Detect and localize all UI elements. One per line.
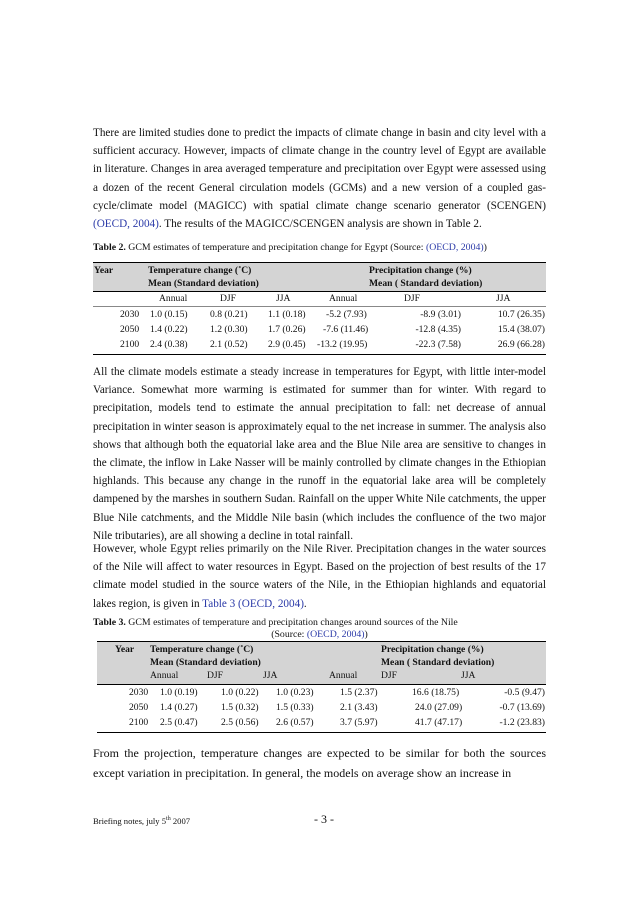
paragraph-text: . (303, 597, 307, 610)
table-cell: -0.5 (9.47) (504, 687, 545, 698)
table-cell: -13.2 (19.95) (317, 339, 368, 350)
year-header: Year (94, 265, 114, 276)
table-cell: 1.0 (0.23) (276, 687, 314, 698)
table-cell: 1.0 (0.22) (221, 687, 259, 698)
table-cell: 26.9 (66.28) (497, 339, 545, 350)
paragraph-text: There are limited studies done to predict the impacts of climate change in basin and city level with a sufficient accuracy. However, impacts of climate change in the country level of Egypt are available in literature. Changes in area averaged temperature and precipitation over Egypt were assessed using a dozen of the recent General circulation models (GCMs) and a new version of a coupled gas-cycle/climate model (MAGICC) with spatial climate change scenario generator (SCENGEN) (93, 127, 546, 212)
table2-subheader-row (93, 292, 546, 307)
table-cell: 1.0 (0.15) (150, 309, 188, 320)
table-row (93, 324, 546, 339)
precipitation-header: Precipitation change (%) (381, 644, 484, 655)
temperature-subheader: Mean (Standard deviation) (148, 278, 259, 289)
column-header: JJA (461, 670, 476, 681)
paragraph-analysis: All the climate models estimate a steady increase in temperatures for Egypt, with little inter-model Variance. Somewhat more warming is estimated for summer than for winter. With regard to precipitation, models tend to estimate the annual precipitation to fall: net decrease of annual precipitation in winter season is approximately equal to the net increase in summer. The analysis also shows that although both the equatorial lake area and the Blue Nile area are sensitive to changes in the climate, the inflow in Lake Nasser will be mainly controlled by climate changes in the Ethiopian highlands. This because any change in the runoff in the equatorial lake area will be completely dampened by the marshes in southern Sudan. Rainfall on the upper White Nile catchments, the upper Blue Nile catchments, and the Middle Nile basin (which includes the confluence of the two major Nile tributaries), are all showing a decline in total rainfall. (93, 366, 546, 542)
table-cell: 1.2 (0.30) (210, 324, 248, 335)
table-cell: -5.2 (7.93) (326, 309, 367, 320)
column-header: Annual (159, 293, 188, 304)
column-header: JJA (263, 670, 278, 681)
table-cell: 2.9 (0.45) (268, 339, 306, 350)
paragraph-projection: From the projection, temperature changes are expected to be similar for both the sources except variation in precipitation. In general, the models on average show an increase in (93, 746, 546, 780)
temperature-header: Temperature change (˚C) (150, 644, 254, 655)
table-cell: 24.0 (27.09) (415, 702, 463, 713)
paragraph-text: . The results of the MAGICC/SCENGEN analysis are shown in Table 2. (158, 218, 482, 231)
column-header: DJF (207, 670, 223, 681)
table-cell: 1.4 (0.27) (160, 702, 198, 713)
table-cell: 3.7 (5.97) (340, 717, 378, 728)
table-cell: -8.9 (3.01) (420, 309, 461, 320)
table-row (97, 717, 546, 733)
year-cell: 2030 (129, 687, 149, 698)
column-header: Annual (329, 670, 358, 681)
caption-text: (Source: (271, 629, 307, 640)
page-number: - 3 - (314, 812, 334, 826)
caption-text: GCM estimates of temperature and precipitation changes around sources of the Nile (125, 617, 458, 628)
table-row (97, 687, 546, 702)
table-cell: 41.7 (47.17) (415, 717, 463, 728)
table-cell: 1.4 (0.22) (150, 324, 188, 335)
temperature-header: Temperature change (˚C) (148, 265, 252, 276)
table-cell: 2.5 (0.47) (160, 717, 198, 728)
caption-label: Table 3. (93, 617, 126, 628)
table-reference-link[interactable]: Table 3 (OECD, 2004) (202, 597, 304, 610)
year-header: Year (115, 644, 135, 655)
table3 (97, 641, 546, 733)
table-cell: 0.8 (0.21) (210, 309, 248, 320)
table-cell: 1.1 (0.18) (268, 309, 306, 320)
paragraph-nile-sources (93, 540, 546, 613)
table-row (97, 702, 546, 717)
year-cell: 2100 (129, 717, 149, 728)
table2-caption: Table 2. GCM estimates of temperature and precipitation change for Egypt (Source: (OECD, 2004)) (93, 242, 487, 253)
table-cell: 10.7 (26.35) (497, 309, 545, 320)
year-cell: 2050 (129, 702, 149, 713)
table-cell: 2.1 (0.52) (210, 339, 248, 350)
table2-header (93, 262, 546, 292)
citation-link[interactable]: (OECD, 2004) (306, 629, 365, 640)
column-header: DJF (381, 670, 397, 681)
caption-text: GCM estimates of temperature and precipitation change for Egypt (Source: (125, 242, 426, 253)
column-header: JJA (496, 293, 511, 304)
table3-caption-source: (Source: (OECD, 2004)) (271, 629, 368, 640)
paragraph-text: However, whole Egypt relies primarily on the Nile River. Precipitation changes in the water sources of the Nile will affect to water resources in Egypt. Based on the projection of best results of the 17 climate model studied in the source waters of the Nile, in the Ethiopian highlands and equatorial lakes region, is given in (93, 543, 546, 610)
column-header: DJF (404, 293, 420, 304)
table-row (93, 339, 546, 355)
footer-note (93, 816, 190, 826)
table-cell: -12.8 (4.35) (415, 324, 461, 335)
year-cell: 2050 (120, 324, 140, 335)
paragraph-intro (93, 124, 546, 233)
table2 (93, 262, 546, 355)
footer-text: 2007 (170, 816, 191, 826)
temperature-subheader: Mean (Standard deviation) (150, 657, 261, 668)
table-cell: -0.7 (13.69) (499, 702, 545, 713)
precipitation-header: Precipitation change (%) (369, 265, 472, 276)
table-cell: 15.4 (38.07) (497, 324, 545, 335)
precipitation-subheader: Mean ( Standard deviation) (369, 278, 483, 289)
table-cell: -1.2 (23.83) (499, 717, 545, 728)
table-cell: 1.5 (0.32) (221, 702, 259, 713)
table-cell: -7.6 (11.46) (323, 324, 369, 335)
footer-text: Briefing notes, july 5 (93, 816, 167, 826)
citation-link[interactable]: (OECD, 2004) (93, 218, 159, 231)
table-row (93, 309, 546, 324)
column-header: JJA (276, 293, 291, 304)
table-cell: 1.7 (0.26) (268, 324, 306, 335)
column-header: Annual (329, 293, 358, 304)
citation-link[interactable]: (OECD, 2004) (425, 242, 484, 253)
table-cell: 16.6 (18.75) (412, 687, 460, 698)
table-cell: -22.3 (7.58) (415, 339, 461, 350)
table-cell: 1.5 (0.33) (276, 702, 314, 713)
year-cell: 2030 (120, 309, 140, 320)
table-cell: 2.4 (0.38) (150, 339, 188, 350)
year-cell: 2100 (120, 339, 140, 350)
table-cell: 1.0 (0.19) (160, 687, 198, 698)
table-cell: 2.1 (3.43) (340, 702, 378, 713)
caption-label: Table 2. (93, 242, 126, 253)
column-header: DJF (220, 293, 236, 304)
footer-superscript: th (166, 816, 171, 823)
table3-header (97, 641, 546, 685)
precipitation-subheader: Mean ( Standard deviation) (381, 657, 495, 668)
table-cell: 1.5 (2.37) (340, 687, 378, 698)
column-header: Annual (150, 670, 179, 681)
table-cell: 2.5 (0.56) (221, 717, 259, 728)
table-cell: 2.6 (0.57) (276, 717, 314, 728)
